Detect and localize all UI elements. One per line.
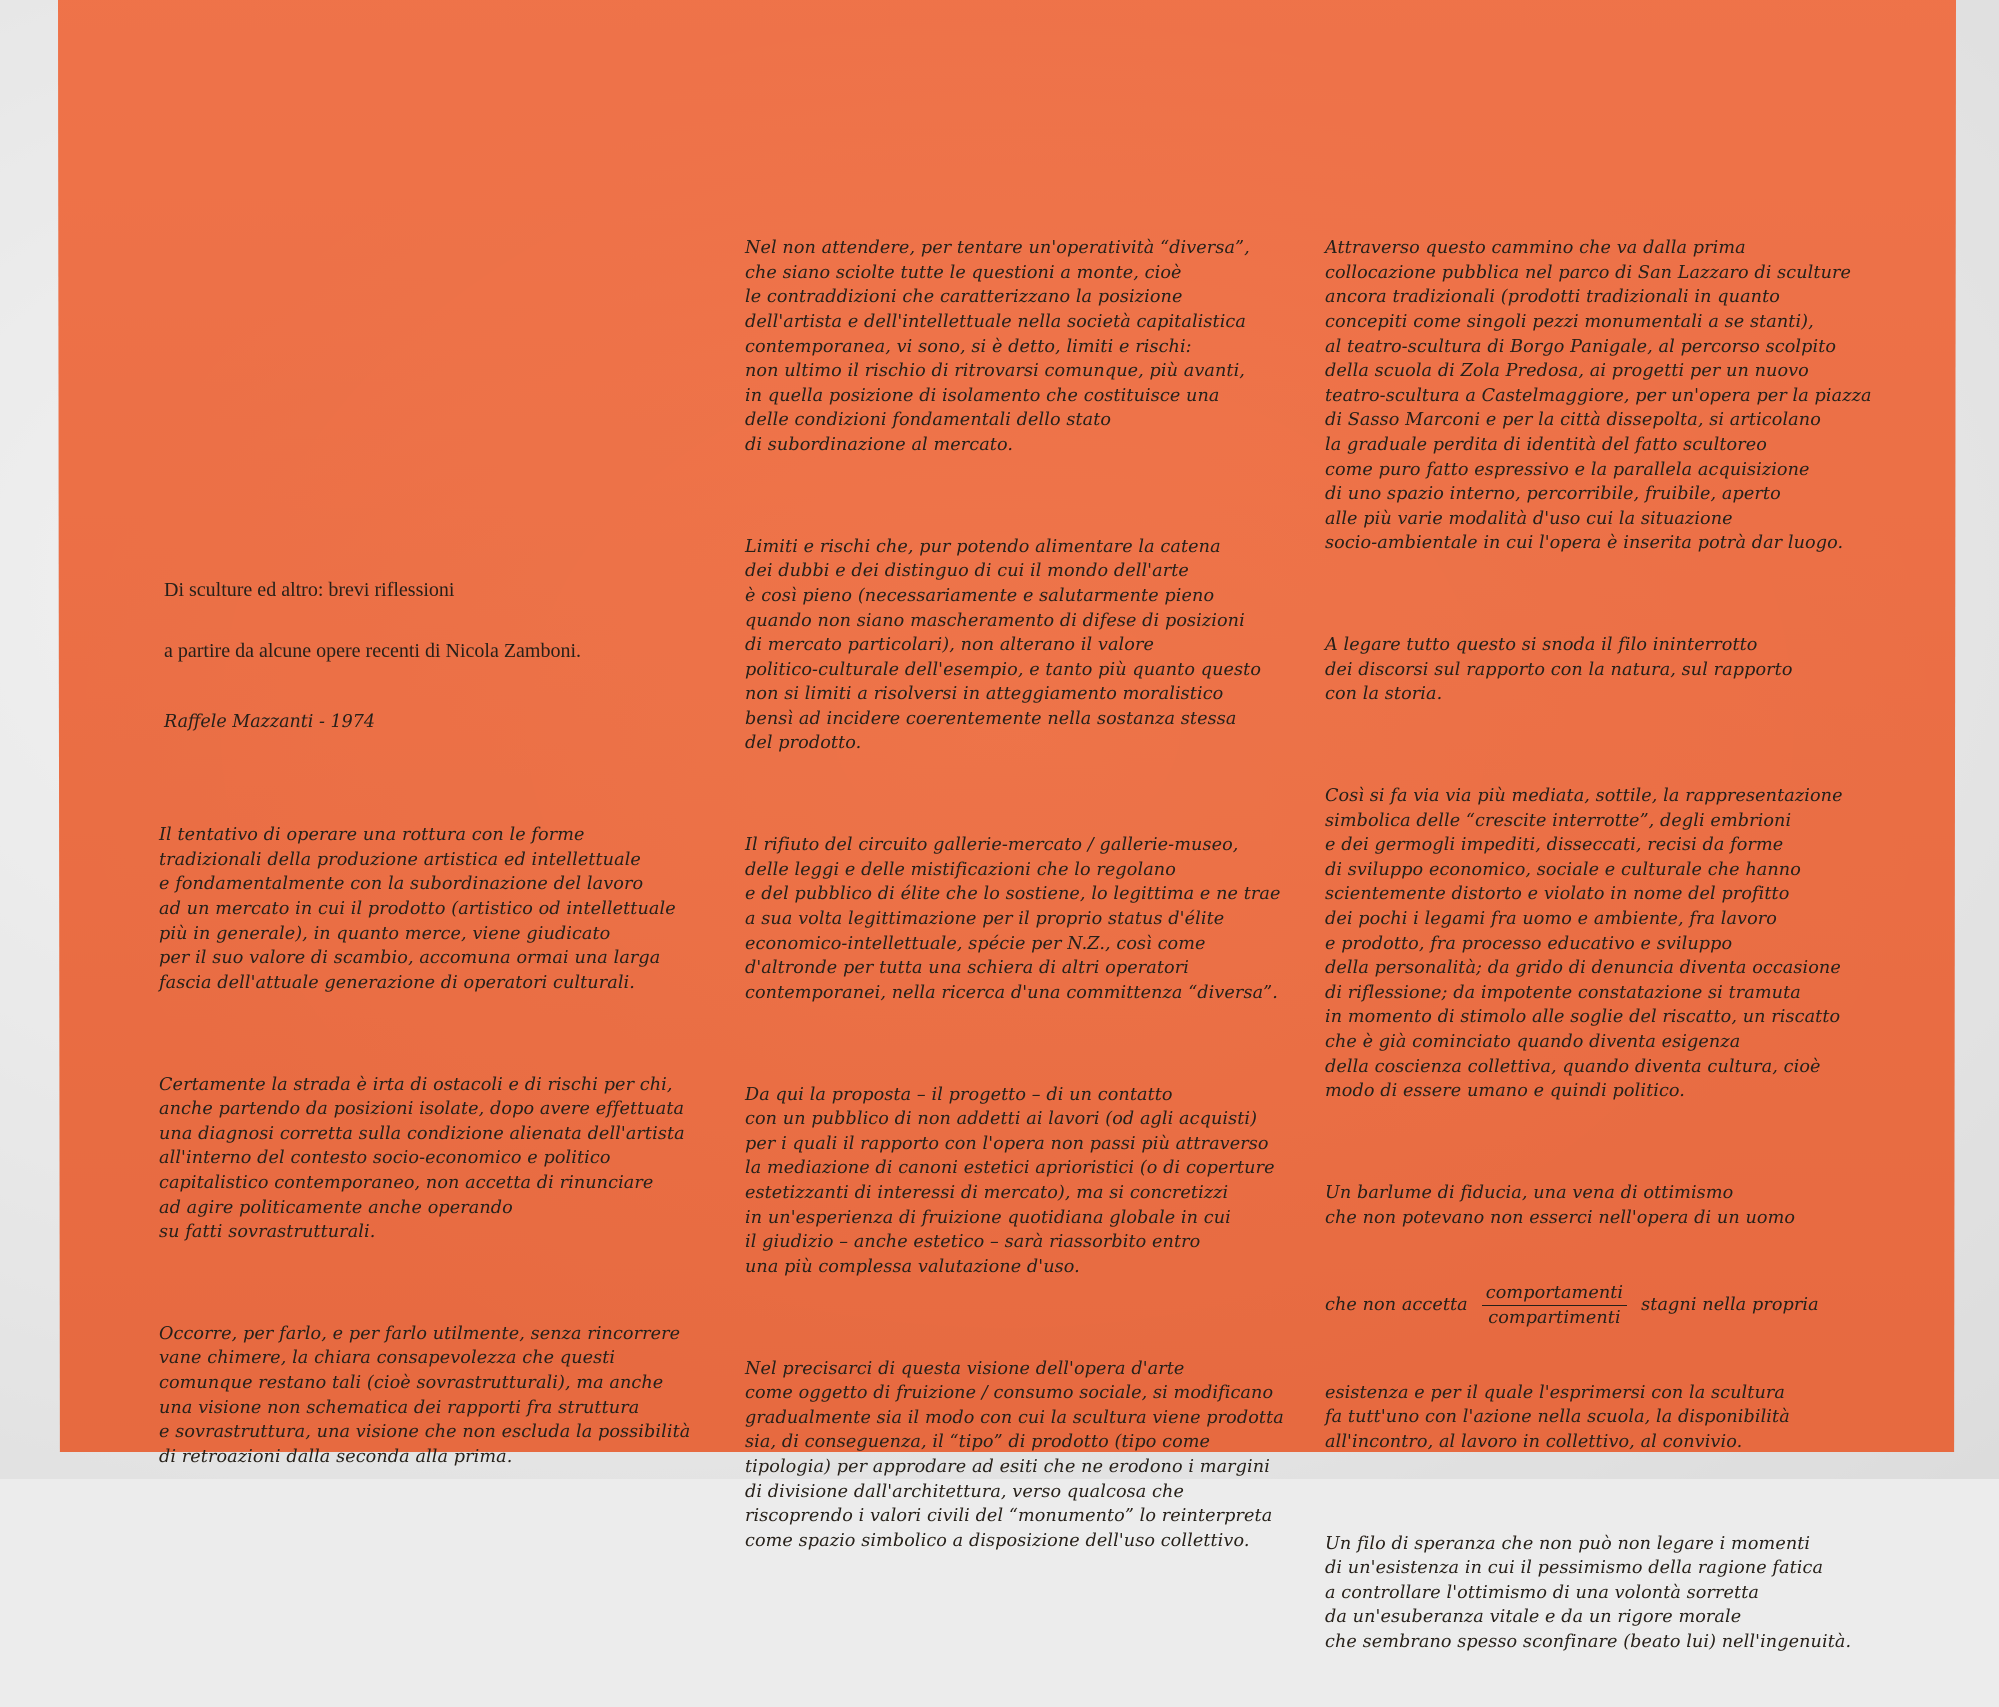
fraction-pre-text: che non accetta — [1325, 1295, 1468, 1316]
paragraph: Limiti e rischi che, pur potendo alimentare la catena dei dubbi e dei distinguo di cui il mondo dell'arte è così pieno (necessariamente e salutarmente pieno quando non siano mascheramento di difese di posizioni di mercato particolari), non alterano il valore politico-culturale dell'esempio, e tanto più quanto questo non si limiti a risolversi in atteggiamento moralistico bensì ad incidere coerentemente nella sostanza stessa del prodotto. — [745, 536, 1262, 754]
title-line-1: Di sculture ed altro: brevi riflessioni — [164, 579, 455, 601]
paragraph: Il tentativo di operare una rottura con le forme tradizionali della produzione artistica ed intellettuale e fondamentalmente con la subordinazione del lavoro ad un mercato in cui il prodotto (artistico od intellettuale più in generale), in quanto merce, viene giudicato per il suo valore di scambio, accomuna ormai una larga fascia dell'attuale generazione di operatori culturali. — [159, 825, 676, 993]
paragraph-final: Un filo di speranza che non può non legare i momenti di un'esistenza in cui il pessimismo della ragione fatica a controllare l'ottimismo di una volontà sorretta da un'esuberanza vitale e da un rigore morale che sembrano spesso sconfinare (beato lui) nell'ingenuità. — [1325, 1533, 1852, 1652]
text-column-left — [159, 774, 690, 1522]
fraction-post-text: stagni nella propria — [1641, 1295, 1819, 1316]
document-heading — [164, 542, 581, 752]
fraction-numerator: comportamenti — [1482, 1282, 1627, 1306]
text-column-middle — [745, 187, 1284, 1606]
paragraph: Da qui la proposta – il progetto – di un contatto con un pubblico di non addetti ai lavori (od agli acquisti) per i quali il rapporto con l'opera non passi più attraverso la mediazione di canoni estetici aprioristici (o di coperture estetizzanti di interessi di mercato), ma si concretizzi in un'esperienza di fruizione quotidiana globale in cui il giudizio – anche estetico – sarà riassorbito entro una più complessa valutazione d'uso. — [745, 1084, 1275, 1277]
paragraph: Il rifiuto del circuito gallerie-mercato / gallerie-museo, delle leggi e delle mistificazioni che lo regolano e del pubblico di élite che lo sostiene, lo legittima e ne trae a sua volta legittimazione per il proprio status d'élite economico-intellettuale, spécie per N.Z., così come d'altronde per tutta una schiera di altri operatori contemporanei, nella ricerca d'una committenza “diversa”. — [745, 835, 1281, 1003]
fiducia-rest: esistenza e per il quale l'esprimersi con la scultura fa tutt'uno con l'azione nella scuola, la disponibilità all'incontro, al lavoro in collettivo, al convivio. — [1325, 1382, 1790, 1452]
author-date: Raffele Mazzanti - 1974 — [164, 712, 375, 732]
paragraph: Occorre, per farlo, e per farlo utilmente, senza rincorrere vane chimere, la chiara consapevolezza che questi comunque restano tali (cioè sovrastrutturali), ma anche una visione non schematica dei rapporti fra struttura e sovrastruttura, una visione che non escluda la possibilità di retroazioni dalla seconda alla prima. — [159, 1323, 691, 1467]
paragraph: Nel non attendere, per tentare un'operatività “diversa”, che siano sciolte tutte le questioni a monte, cioè le contraddizioni che caratterizzano la posizione dell'artista e dell'intellettuale nella società capitalistica contemporanea, vi sono, si è detto, limiti e rischi: non ultimo il rischio di ritrovarsi comunque, più avanti, in quella posizione di isolamento che costituisce una delle condizioni fondamentali dello stato di subordinazione al mercato. — [745, 238, 1250, 455]
fraction-denominator: compartimenti — [1488, 1307, 1621, 1328]
paragraph: Nel precisarci di questa visione dell'opera d'arte come oggetto di fruizione / consumo sociale, si modificano gradualmente sia il modo con cui la scultura viene prodotta sia, di conseguenza, il “tipo” di prodotto (tipo come tipologia) per approdare ad esiti che ne erodono i margini di divisione dall'architettura, verso qualcosa che riscoprendo i valori civili del “monumento” lo reinterpreta come spazio simbolico a disposizione dell'uso collettivo. — [745, 1358, 1284, 1551]
title-line-2: a partire da alcune opere recenti di Nicola Zamboni. — [164, 640, 582, 662]
paragraph: A legare tutto questo si snoda il filo ininterrotto dei discorsi sul rapporto con la natura, sul rapporto con la storia. — [1325, 635, 1793, 705]
text-column-right — [1325, 187, 1872, 1707]
fraction-wordplay — [1482, 1282, 1627, 1329]
fiducia-intro: Un barlume di fiducia, una vena di ottimismo che non potevano non esserci nell'opera di un uomo — [1325, 1182, 1796, 1228]
paragraph: Così si fa via via più mediata, sottile, la rappresentazione simbolica delle “crescite interrotte”, degli embrioni e dei germogli impediti, disseccati, recisi da forme di sviluppo economico, sociale e culturale che hanno scientemente distorto e violato in nome del profitto dei pochi i legami fra uomo e ambiente, fra lavoro e prodotto, fra processo educativo e sviluppo della personalità; da grido di denuncia diventa occasione di riflessione; da impotente constatazione si tramuta in momento di stimolo alle soglie del riscatto, un riscatto che è già cominciato quando diventa esigenza della coscienza collettiva, quando diventa cultura, cioè modo di essere umano e quindi politico. — [1325, 786, 1843, 1102]
paragraph: Attraverso questo cammino che va dalla prima collocazione pubblica nel parco di San Lazzaro di sculture ancora tradizionali (prodotti tradizionali in quanto concepiti come singoli pezzi monumentali a se stanti), al teatro-scultura di Borgo Panigale, al percorso scolpito della scuola di Zola Predosa, ai progetti per un nuovo teatro-scultura a Castelmaggiore, per un'opera per la piazza di Sasso Marconi e per la città dissepolta, si articolano la graduale perdita di identità del fatto scultoreo come puro fatto espressivo e la parallela acquisizione di uno spazio interno, percorribile, fruibile, aperto alle più varie modalità d'uso cui la situazione socio-ambientale in cui l'opera è inserita potrà dar luogo. — [1325, 238, 1872, 554]
paragraph: Certamente la strada è irta di ostacoli e di rischi per chi, anche partendo da posizioni isolate, dopo avere effettuata una diagnosi corretta sulla condizione alienata dell'artista all'interno del contesto socio-economico e politico capitalistico contemporaneo, non accetta di rinunciare ad agire politicamente anche operando su fatti sovrastrutturali. — [159, 1074, 685, 1243]
fraction-sentence — [1325, 1279, 1872, 1331]
